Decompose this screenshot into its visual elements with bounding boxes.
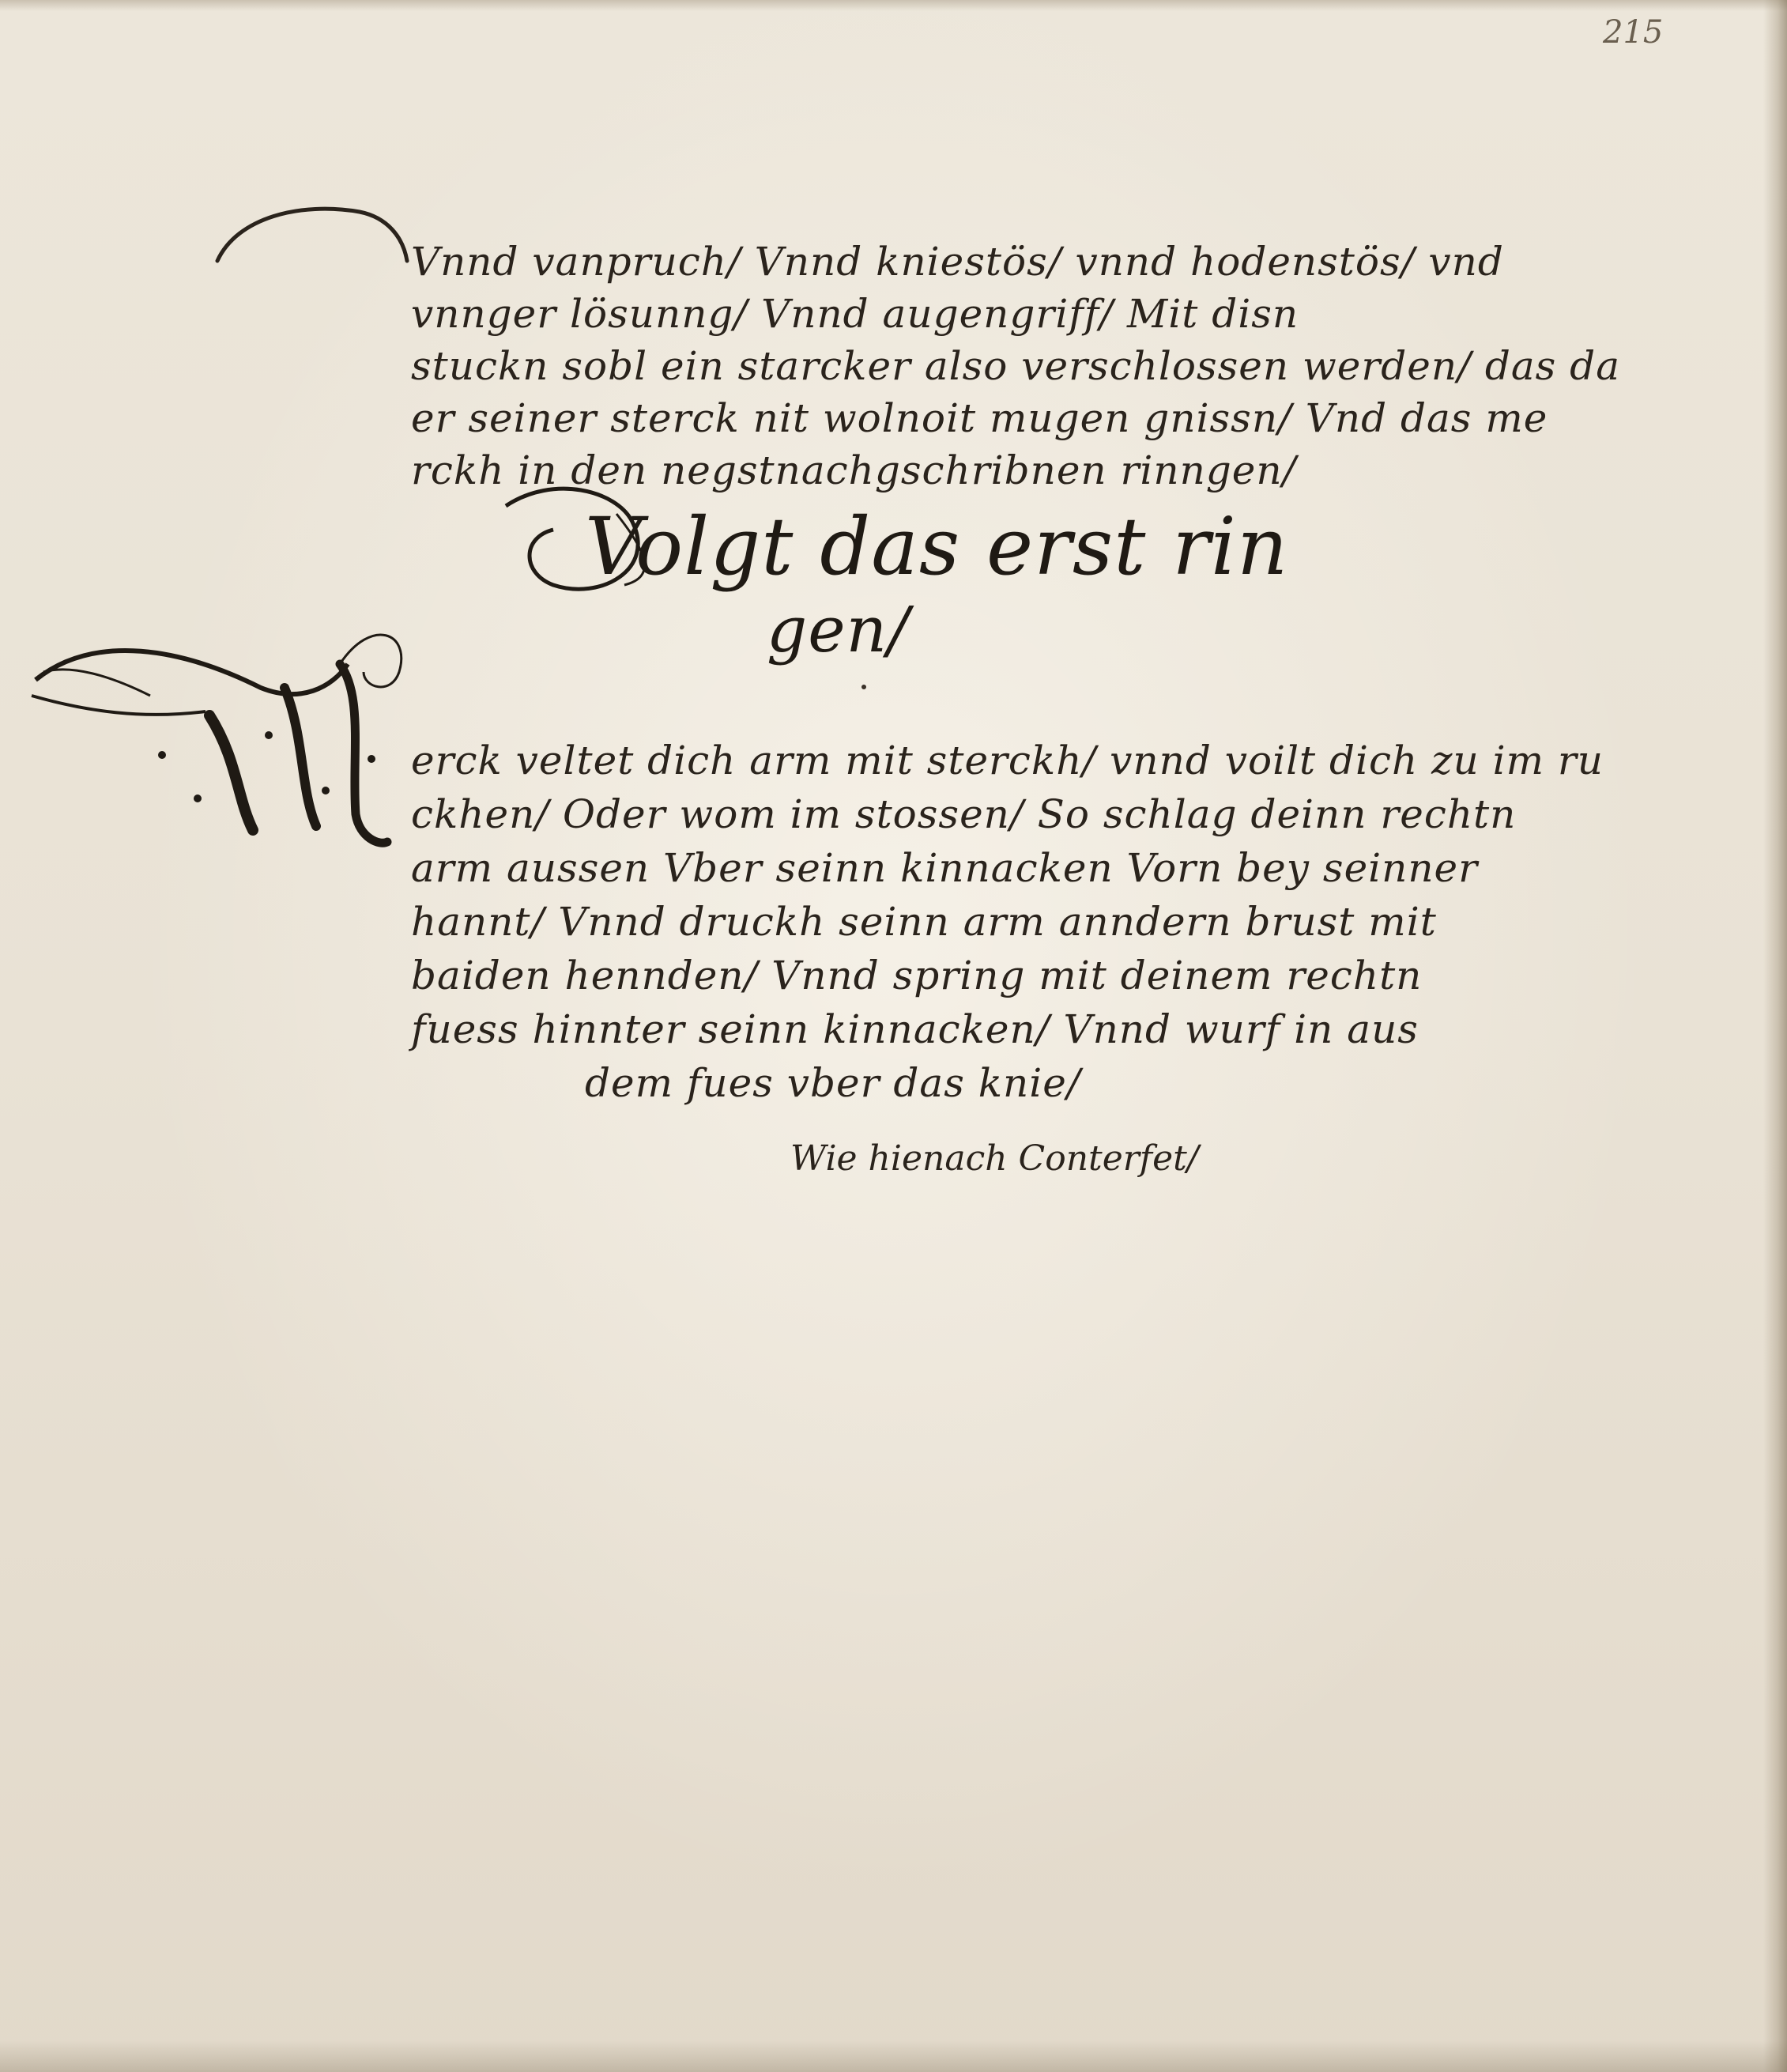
initial-m-stem-2 — [285, 688, 316, 826]
initial-m-stem-3 — [340, 664, 387, 843]
initial-m-dot-1 — [158, 751, 166, 759]
paragraph-2 — [411, 734, 1604, 1110]
paragraph-2-line: erck veltet dich arm mit sterckh/ vnnd voilt dich zu im ru — [411, 738, 1604, 783]
paragraph-1-line: Vnnd vanpruch/ Vnnd kniestös/ vnnd hodenstös/ vnd — [411, 239, 1504, 285]
paragraph-1-line: stuckn sobl ein starcker also verschlossen werden/ das da — [411, 343, 1620, 389]
paragraph-2-line: arm aussen Vber seinn kinnacken Vorn bey seinner — [411, 845, 1479, 891]
section-heading-continuation: gen/ — [767, 593, 910, 666]
paragraph-2-line: baiden hennden/ Vnnd spring mit deinem rechtn — [411, 953, 1423, 998]
paragraph-1-line: rckh in den negstnachgschribnen rinngen/ — [411, 447, 1297, 493]
opening-flourish-stroke — [217, 209, 407, 261]
folio-number: 215 — [1603, 14, 1664, 51]
illustration-caption: Wie hienach Conterfet/ — [790, 1138, 1199, 1179]
paragraph-1 — [411, 236, 1620, 496]
initial-m-dot-3 — [265, 731, 273, 739]
initial-m-dot-2 — [194, 794, 202, 802]
paragraph-2-line: hannt/ Vnnd druckh seinn arm anndern brust mit — [411, 899, 1437, 945]
paragraph-1-line: er seiner sterck nit wolnoit mugen gnissn/ Vnd das me — [411, 395, 1548, 441]
paragraph-1-line: vnnger lösunng/ Vnnd augengriff/ Mit disn — [411, 291, 1299, 337]
initial-m-dot-5 — [368, 755, 375, 763]
section-heading: Volgt das erst rin — [585, 500, 1289, 593]
initial-m-flourish-left — [43, 670, 150, 696]
initial-m-dot-4 — [322, 787, 330, 794]
paragraph-2-line: dem fues vber das knie/ — [585, 1060, 1081, 1106]
initial-m-flourish-lower — [32, 696, 205, 715]
paragraph-2-line: fuess hinnter seinn kinnacken/ Vnnd wurf in aus — [411, 1006, 1419, 1052]
paragraph-2-line: ckhen/ Oder wom im stossen/ So schlag deinn rechtn — [411, 791, 1517, 837]
initial-m-stem-1 — [209, 715, 253, 830]
ink-dot — [861, 685, 866, 689]
